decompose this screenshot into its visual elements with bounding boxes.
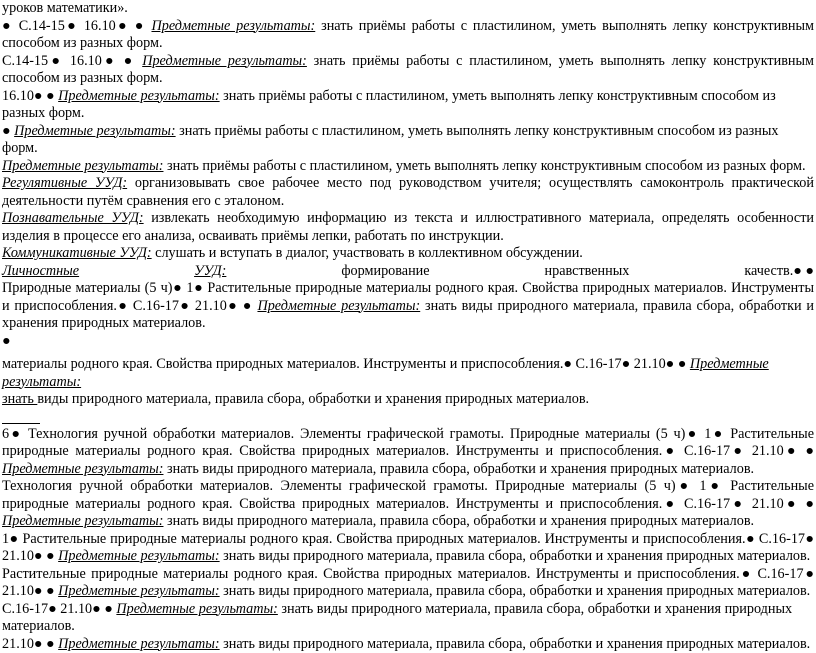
bullet-line: ● [2, 333, 814, 351]
paragraph-5: Предметные результаты: знать приёмы работы с пластилином, уметь выполнять лепку конструктивным способом из разных форм. [2, 158, 814, 176]
subject-results-label: Предметные результаты: [2, 356, 769, 390]
subject-results-label: Предметные результаты: [116, 601, 277, 617]
subject-results-label: Предметные результаты: [58, 548, 219, 564]
paragraph-14: 1● Растительные природные материалы родного края. Свойства природных материалов. Инструменты и приспособления.● С.16-17● 21.10● ● Предметные результаты: знать виды природного материала, правила сбора, обработки и хранения природных материалов. [2, 531, 814, 566]
cognitive-label: Познавательные УУД: [2, 210, 144, 226]
paragraph-cognitive: Познавательные УУД: извлекать необходимую информацию из текста и иллюстративного материала, определять особенности изделия в процессе его анализа, осваивать приёмы лепки, работать по инструкции. [2, 210, 814, 245]
top-line: уроков математики». [2, 0, 814, 18]
paragraph-1: ● С.14-15● 16.10● ● Предметные результаты: знать приёмы работы с пластилином, уметь выполнять лепку конструктивным способом из разных форм. [2, 18, 814, 53]
subject-results-label: Предметные результаты: [142, 53, 307, 69]
subject-results-label: Предметные результаты: [58, 88, 219, 104]
paragraph-3: 16.10● ● Предметные результаты: знать приёмы работы с пластилином, уметь выполнять лепку конструктивным способом из разных форм. [2, 88, 814, 123]
subject-results-label: Предметные результаты: [2, 461, 163, 477]
subject-results-label: Предметные результаты: [14, 123, 175, 139]
subject-results-label: Предметные результаты: [58, 583, 219, 599]
paragraph-16: С.16-17● 21.10● ● Предметные результаты: знать виды природного материала, правила сбора, обработки и хранения природных материалов. [2, 601, 814, 636]
paragraph-personal: Личностные УУД: формирование нравственных качеств.● ● [2, 263, 814, 281]
paragraph-13: Технология ручной обработки материалов. Элементы графической грамоты. Природные материалы (5 ч)● 1● Растительные природные материалы родного края. Свойства природных материалов. Инструменты и приспособления.● С.16-17● 21.10● ● Предметные результаты: знать виды природного материала, правила сбора, обработки и хранения природных материалов. [2, 478, 814, 531]
paragraph-natural-materials: Природные материалы (5 ч)● 1● Растительные природные материалы родного края. Свойства природных материалов. Инструменты и приспособления.● С.16-17● 21.10● ● Предметные результаты: знать виды природного материала, правила сбора, обработки и хранения природных материалов. [2, 280, 814, 333]
paragraph-11: материалы родного края. Свойства природных материалов. Инструменты и приспособления.● С.16-17● 21.10● ● Предметные результаты: знать виды природного материала, правила сбора, обработки и хранения природных материалов. [2, 356, 814, 409]
paragraph-2: С.14-15● 16.10● ● Предметные результаты: знать приёмы работы с пластилином, уметь выполнять лепку конструктивным способом из разных форм. [2, 53, 814, 88]
paragraph-15: Растительные природные материалы родного края. Свойства природных материалов. Инструменты и приспособления.● С.16-17● 21.10● ● Предметные результаты: знать виды природного материала, правила сбора, обработки и хранения природных материалов. [2, 566, 814, 601]
paragraph-regulatory: Регулятивные УУД: организовывать свое рабочее место под руководством учителя; осуществлять самоконтроль практической деятельности путём сравнения его с эталоном. [2, 175, 814, 210]
subject-results-label: Предметные результаты: [2, 158, 163, 174]
paragraph-17: 21.10● ● Предметные результаты: знать виды природного материала, правила сбора, обработки и хранения природных материалов. [2, 636, 814, 653]
subject-results-label: Предметные результаты: [58, 636, 219, 652]
paragraph-communicative: Коммуникативные УУД: слушать и вступать в диалог, участвовать в коллективном обсуждении. [2, 245, 814, 263]
regulatory-label: Регулятивные УУД: [2, 175, 127, 191]
subject-results-label: Предметные результаты: [151, 18, 315, 34]
divider [2, 423, 40, 424]
paragraph-4: ● Предметные результаты: знать приёмы работы с пластилином, уметь выполнять лепку конструктивным способом из разных форм. [2, 123, 814, 158]
communicative-label: Коммуникативные УУД: [2, 245, 152, 261]
subject-results-label: Предметные результаты: [2, 513, 163, 529]
paragraph-12: 6● Технология ручной обработки материалов. Элементы графической грамоты. Природные материалы (5 ч)● 1● Растительные природные материалы родного края. Свойства природных материалов. Инструменты и приспособления.● С.16-17● 21.10● ● Предметные результаты: знать виды природного материала, правила сбора, обработки и хранения природных материалов. [2, 426, 814, 479]
subject-results-label: Предметные результаты: [257, 298, 420, 314]
